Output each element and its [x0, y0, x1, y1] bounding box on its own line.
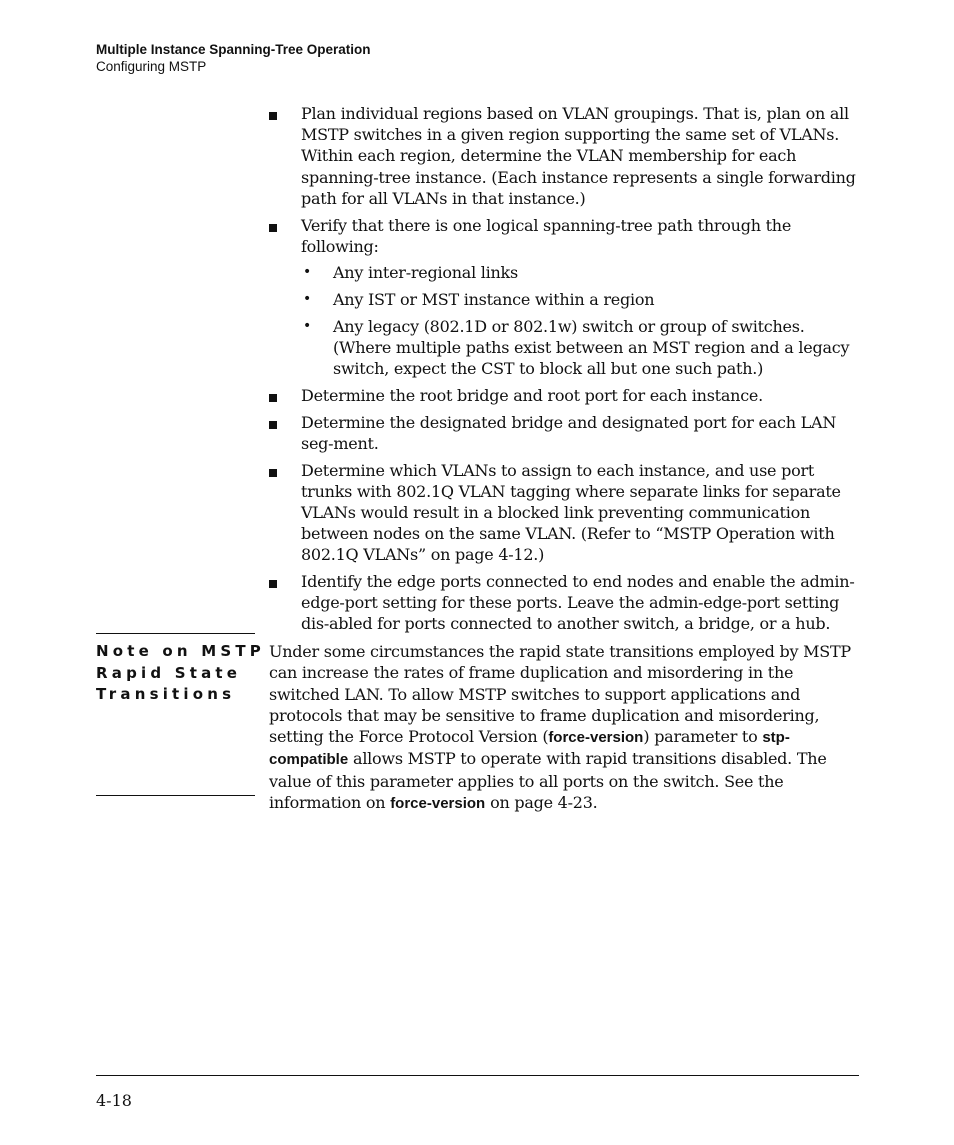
sub-list-item-text: Any IST or MST instance within a region	[333, 290, 655, 310]
code-keyword: stp-compatible	[269, 729, 790, 769]
list-item-text: Determine the designated bridge and designated port for each LAN seg-ment.	[301, 412, 837, 453]
list-item-text: Verify that there is one logical spanning-tree path through the following:	[301, 215, 792, 256]
sub-bullet-list	[301, 262, 859, 379]
list-item-text: Identify the edge ports connected to end nodes and enable the admin-edge-port setting for these ports. Leave the admin-edge-port setting dis-abled for ports connected to another switch, a bridge, or a hub.	[301, 572, 855, 634]
note-text-segment: Under some circumstances the rapid state transitions employed by MSTP can increase the rates of frame duplication and misordering in the switched LAN. To allow MSTP switches to support applications and protocols that may be sensitive to frame duplication and misordering, setting the Force Protocol Version (	[269, 642, 851, 747]
list-item	[269, 385, 859, 406]
sub-list-item	[301, 289, 859, 310]
square-bullet-icon	[269, 224, 277, 232]
page-number: 4-18	[96, 1091, 132, 1110]
section-title: Configuring MSTP	[96, 59, 207, 74]
note-text-segment: allows MSTP to operate with rapid transitions disabled. The value of this parameter applies to all ports on the switch. See the information on	[269, 749, 827, 813]
dot-bullet-icon: •	[303, 264, 312, 281]
sub-list-item	[301, 262, 859, 283]
note-body	[269, 641, 859, 814]
list-item	[269, 103, 859, 209]
square-bullet-icon	[269, 112, 277, 120]
square-bullet-icon	[269, 394, 277, 402]
sub-list-item-text: Any legacy (802.1D or 802.1w) switch or group of switches. (Where multiple paths exist between an MST region and a legacy switch, expect the CST to block all but one such path.)	[333, 316, 850, 379]
code-keyword: force-version	[548, 729, 644, 747]
square-bullet-icon	[269, 421, 277, 429]
dot-bullet-icon: •	[303, 317, 312, 334]
note-bottom-divider	[96, 795, 255, 796]
chapter-title: Multiple Instance Spanning-Tree Operation	[96, 42, 371, 57]
square-bullet-icon	[269, 580, 277, 588]
list-item	[269, 412, 859, 454]
footer-divider	[96, 1075, 859, 1076]
planning-bullet-list	[269, 103, 859, 640]
sub-list-item	[301, 316, 859, 380]
note-text-segment: on page 4-23.	[485, 793, 598, 813]
list-item	[269, 215, 859, 380]
dot-bullet-icon: •	[303, 291, 312, 308]
list-item	[269, 571, 859, 635]
list-item-text: Plan individual regions based on VLAN groupings. That is, plan on all MSTP switches in a given region supporting the same set of VLANs. Within each region, determine the VLAN membership for each spanning-tree instance. (Each instance represents a single forwarding path for all VLANs in that instance.)	[301, 104, 856, 208]
running-header	[96, 41, 371, 75]
code-keyword: force-version	[390, 795, 486, 813]
list-item-text: Determine the root bridge and root port for each instance.	[301, 385, 763, 405]
note-top-divider	[96, 633, 255, 634]
list-item	[269, 460, 859, 566]
note-heading: Note on MSTP Rapid State Transitions	[96, 642, 265, 703]
list-item-text: Determine which VLANs to assign to each instance, and use port trunks with 802.1Q VLAN tagging where separate links for separate VLANs would result in a blocked link preventing communication between nodes on the same VLAN. (Refer to “MSTP Operation with 802.1Q VLANs” on page 4-12.)	[301, 460, 841, 565]
square-bullet-icon	[269, 469, 277, 477]
note-text-segment: ) parameter to	[643, 727, 763, 747]
sub-list-item-text: Any inter-regional links	[333, 263, 518, 283]
